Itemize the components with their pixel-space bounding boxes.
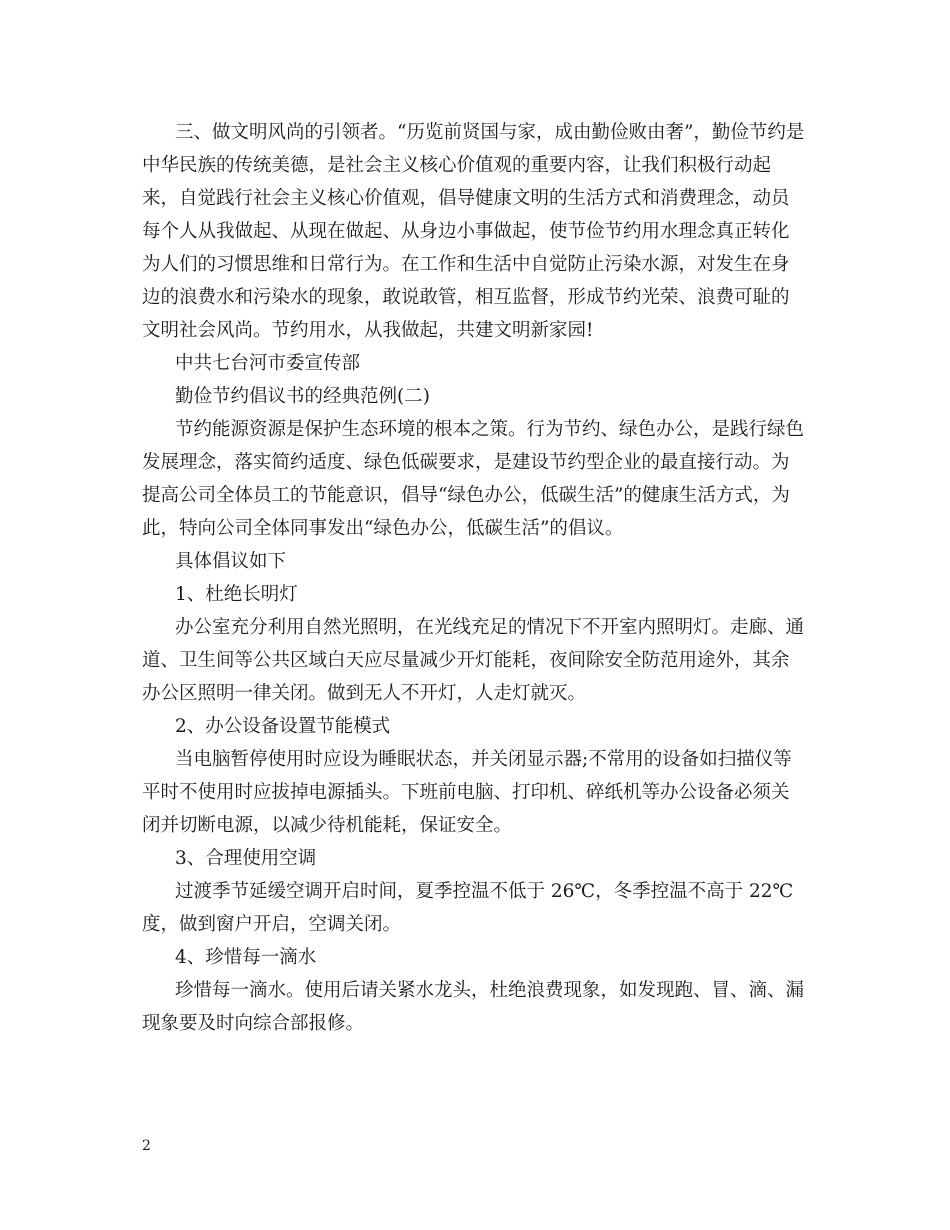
paragraph-item-2-body: 当电脑暂停使用时应设为睡眠状态，并关闭显示器;不常用的设备如扫描仪等平时不使用时应拔掉电源插头。下班前电脑、打印机、碎纸机等办公设备必须关闭并切断电源，以减少待机能耗，保证安全。 (142, 749, 792, 836)
paragraph-item-3-heading: 3、合理使用空调 (175, 848, 317, 869)
paragraph-proposals-heading: 具体倡议如下 (175, 551, 287, 572)
paragraph-item-1-body: 办公室充分利用自然光照明，在光线充足的情况下不开室内照明灯。走廊、通道、卫生间等公共区域白天应尽量减少开灯能耗，夜间除安全防范用途外，其余办公区照明一律关闭。做到无人不开灯，人走灯就灭。 (142, 617, 805, 704)
paragraph-civilized-trend: 三、做文明风尚的引领者。“历览前贤国与家，成由勤俭败由奢”，勤俭节约是中华民族的传统美德，是社会主义核心价值观的重要内容，让我们积极行动起来，自觉践行社会主义核心价值观，倡导健康文明的生活方式和消费理念，动员每个人从我做起、从现在做起、从身边小事做起，使节俭节约用水理念真正转化为人们的习惯思维和日常行为。在工作和生活中自觉防止污染水源，对发生在身边的浪费水和污染水的现象，敢说敢管，相互监督，形成节约光荣、浪费可耻的文明社会风尚。节约用水，从我做起，共建文明新家园! (142, 122, 805, 341)
paragraph-item-2-heading: 2、办公设备设置节能模式 (175, 716, 391, 737)
document-body (142, 116, 807, 1040)
paragraph-section-title: 勤俭节约倡议书的经典范例(二) (175, 386, 430, 407)
page-number: 2 (142, 1138, 151, 1154)
paragraph-item-4-body: 珍惜每一滴水。使用后请关紧水龙头，杜绝浪费现象，如发现跑、冒、滴、漏现象要及时向综合部报修。 (142, 980, 805, 1034)
paragraph-item-4-heading: 4、珍惜每一滴水 (175, 947, 317, 968)
paragraph-item-1-heading: 1、杜绝长明灯 (175, 584, 298, 605)
paragraph-energy-saving-intro: 节约能源资源是保护生态环境的根本之策。行为节约、绿色办公，是践行绿色发展理念，落实简约适度、绿色低碳要求，是建设节约型企业的最直接行动。为提高公司全体员工的节能意识，倡导“绿色办公，低碳生活”的健康生活方式，为此，特向公司全体同事发出“绿色办公，低碳生活”的倡议。 (142, 419, 805, 539)
paragraph-signature-department: 中共七台河市委宣传部 (175, 353, 361, 374)
paragraph-item-3-body: 过渡季节延缓空调开启时间，夏季控温不低于 26℃，冬季控温不高于 22℃度，做到窗户开启，空调关闭。 (142, 881, 794, 935)
